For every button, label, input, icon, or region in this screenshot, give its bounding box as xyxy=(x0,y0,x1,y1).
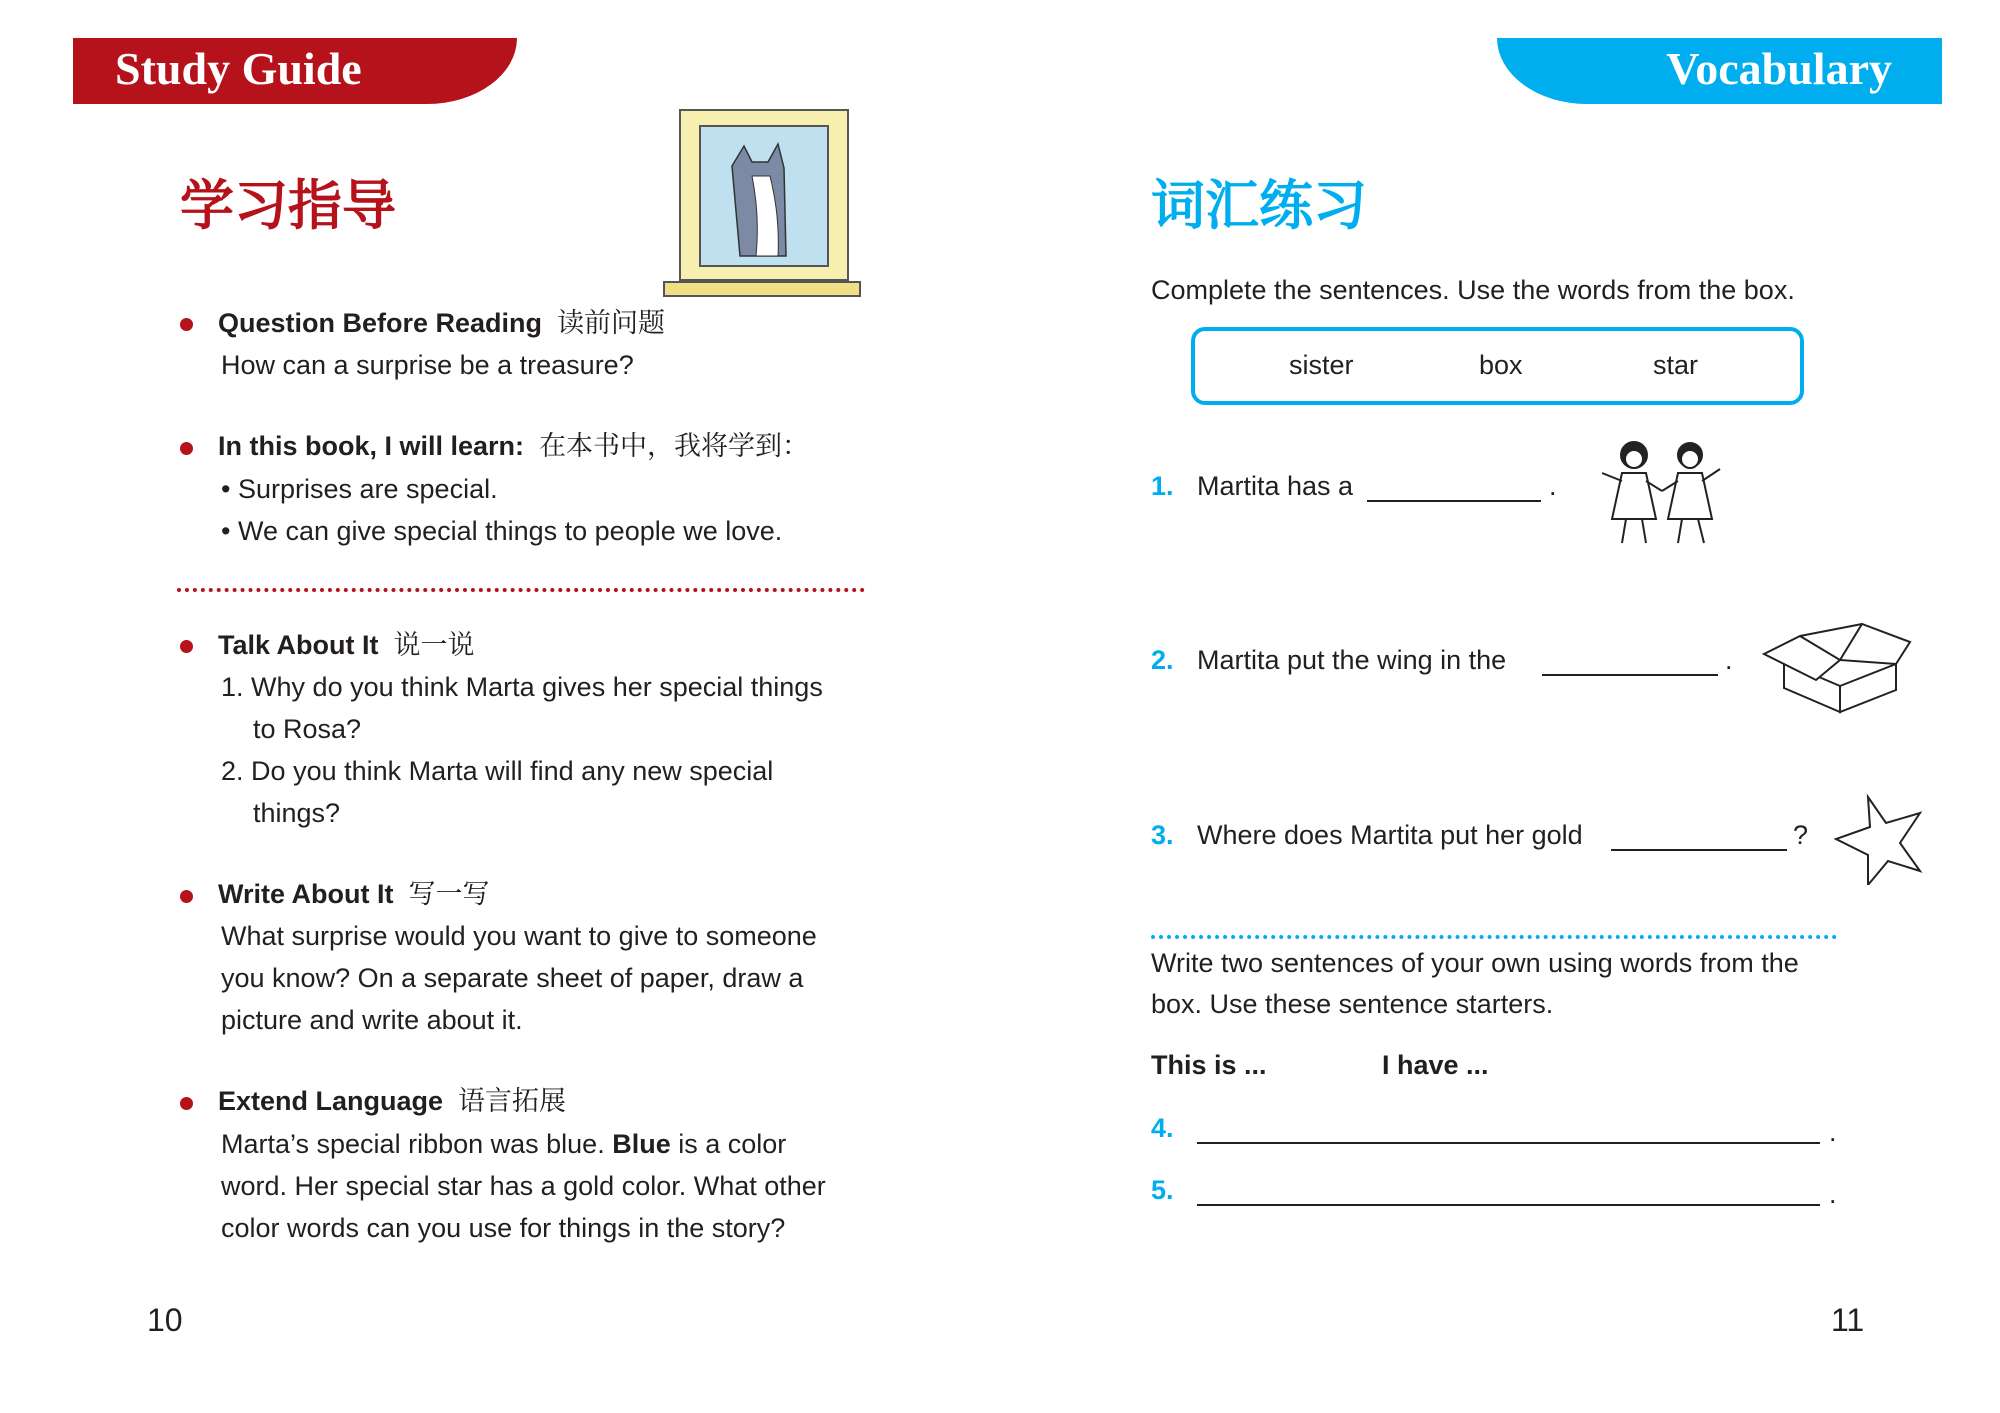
sentence-line[interactable] xyxy=(1197,1142,1820,1144)
answer-blank[interactable] xyxy=(1542,674,1718,676)
sentence-starter: I have ... xyxy=(1382,1050,1489,1080)
item-text: Martita put the wing in the xyxy=(1197,645,1507,675)
extend-heading: Extend Language 语言拓展 xyxy=(218,1086,567,1116)
talk-question-2: 2. Do you think Marta will find any new special xyxy=(221,756,774,786)
item-end: . xyxy=(1725,645,1733,675)
write-instruction: box. Use these sentence starters. xyxy=(1151,989,1554,1019)
write-instruction: Write two sentences of your own using words from the xyxy=(1151,948,1799,978)
learn-item: • Surprises are special. xyxy=(221,474,498,504)
word-box-word: sister xyxy=(1289,350,1354,380)
item-end: . xyxy=(1549,471,1557,501)
item-text: Martita has a xyxy=(1197,471,1354,501)
talk-question-1-cont: to Rosa? xyxy=(253,714,362,744)
extend-text: Marta’s special ribbon was blue. Blue is a color xyxy=(221,1129,787,1159)
sisters-illustration xyxy=(1596,433,1728,553)
learn-item: • We can give special things to people we love. xyxy=(221,516,783,546)
page-title-zh: 词汇练习 xyxy=(1151,174,1367,237)
answer-blank[interactable] xyxy=(1611,849,1787,851)
banner-title: Vocabulary xyxy=(1666,43,1892,94)
page-number: 11 xyxy=(1831,1302,1865,1338)
item-number: 2. xyxy=(1151,645,1174,675)
question-text: How can a surprise be a treasure? xyxy=(221,350,634,380)
talk-heading: Talk About It 说一说 xyxy=(218,630,475,660)
sentence-line[interactable] xyxy=(1197,1204,1820,1206)
write-text: you know? On a separate sheet of paper, draw a xyxy=(221,963,804,993)
item-end: ? xyxy=(1793,820,1809,850)
write-heading: Write About It 写一写 xyxy=(218,879,490,909)
bullet-icon xyxy=(180,640,193,653)
item-number: 4. xyxy=(1151,1113,1174,1143)
learn-heading: In this book, I will learn: 在本书中，我将学到： xyxy=(218,431,810,461)
box-illustration xyxy=(1760,620,1922,714)
question-heading: Question Before Reading 读前问题 xyxy=(218,308,666,338)
instruction: Complete the sentences. Use the words from the box. xyxy=(1151,275,1795,305)
banner-title: Study Guide xyxy=(115,43,362,94)
vocabulary-banner xyxy=(1497,38,1942,104)
item-text: Where does Martita put her gold xyxy=(1197,820,1583,850)
word-box-word: star xyxy=(1653,350,1699,380)
talk-question-2-cont: things? xyxy=(253,798,341,828)
sentence-starter: This is ... xyxy=(1151,1050,1267,1080)
talk-question-1: 1. Why do you think Marta gives her special things xyxy=(221,672,823,702)
write-text: What surprise would you want to give to someone xyxy=(221,921,817,951)
item-end: . xyxy=(1829,1179,1837,1209)
extend-text: color words can you use for things in the story? xyxy=(221,1213,786,1243)
bullet-icon xyxy=(180,442,193,455)
study-guide-banner xyxy=(73,38,517,104)
bullet-icon xyxy=(180,890,193,903)
star-icon xyxy=(1832,793,1924,885)
item-number: 1. xyxy=(1151,471,1174,501)
page-title-zh: 学习指导 xyxy=(180,174,396,237)
bullet-icon xyxy=(180,318,193,331)
write-text: picture and write about it. xyxy=(221,1005,523,1035)
section-divider xyxy=(1151,935,1837,939)
page-number: 10 xyxy=(147,1302,183,1338)
answer-blank[interactable] xyxy=(1367,500,1541,502)
word-box-word: box xyxy=(1479,350,1523,380)
item-end: . xyxy=(1829,1117,1837,1147)
extend-text: word. Her special star has a gold color. What other xyxy=(221,1171,826,1201)
section-divider xyxy=(177,588,865,592)
item-number: 5. xyxy=(1151,1175,1174,1205)
bullet-icon xyxy=(180,1097,193,1110)
item-number: 3. xyxy=(1151,820,1174,850)
cat-window-illustration xyxy=(660,106,866,302)
